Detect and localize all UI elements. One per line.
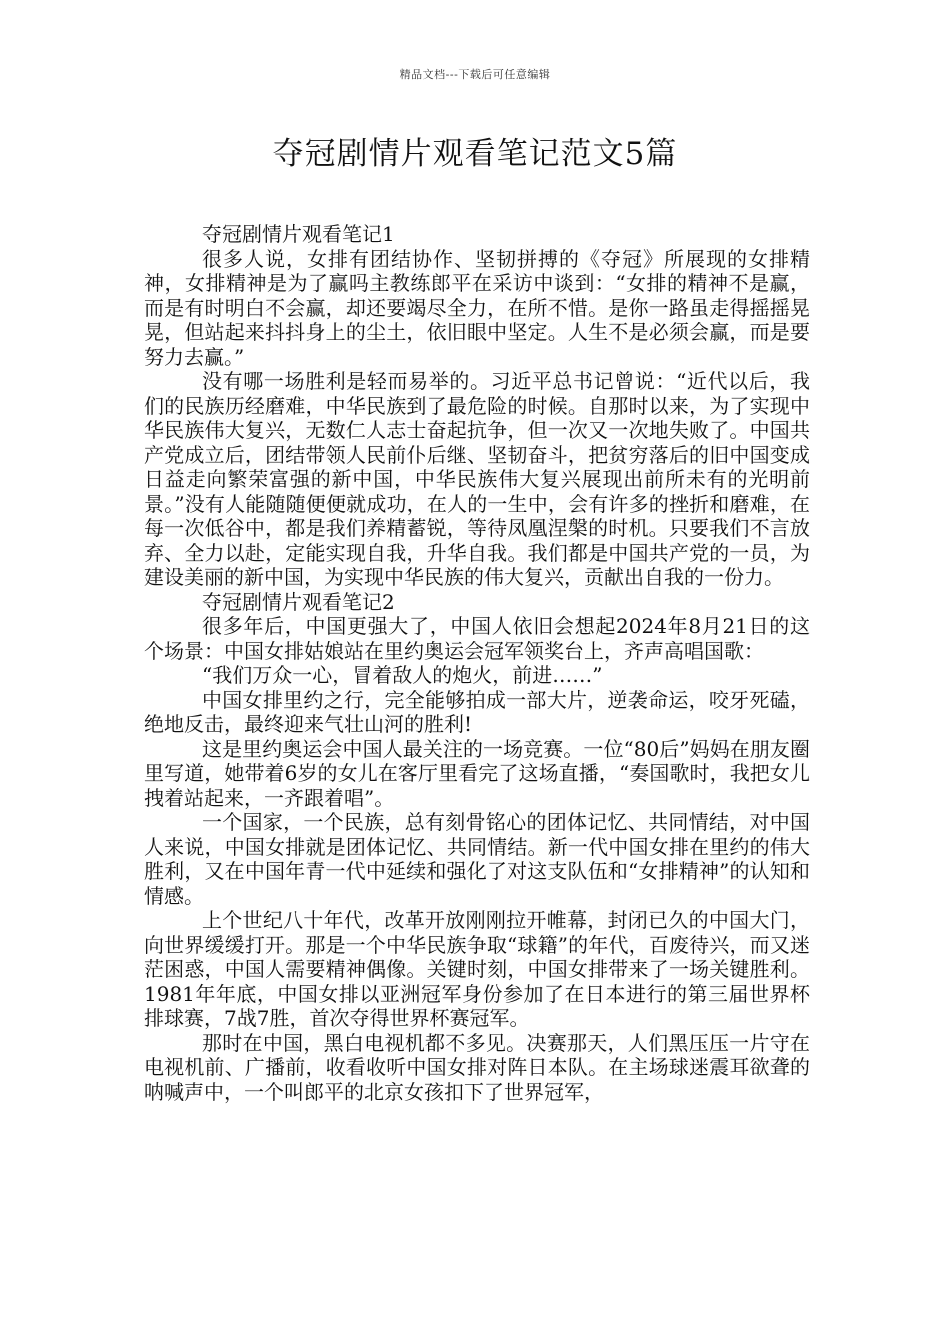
paragraph: 一个国家，一个民族，总有刻骨铭心的团体记忆、共同情结，对中国人来说，中国女排就是团体记忆、共同情结。新一代中国女排在里约的伟大胜利，又在中国年青一代中延续和强化了对这支队伍和“女排精神”的认知和情感。	[144, 810, 810, 908]
paragraph: 这是里约奥运会中国人最关注的一场竞赛。一位“80后”妈妈在朋友圈里写道，她带着6岁的女儿在客厅里看完了这场直播，“奏国歌时，我把女儿拽着站起来，一齐跟着唱”。	[144, 736, 810, 810]
document-title: 夺冠剧情片观看笔记范文5篇	[272, 136, 678, 172]
section-heading: 夺冠剧情片观看笔记2	[202, 589, 395, 614]
paragraph: 没有哪一场胜利是轻而易举的。习近平总书记曾说：“近代以后，我们的民族历经磨难，中华民族到了最危险的时候。自那时以来，为了实现中华民族伟大复兴，无数仁人志士奋起抗争，但一次又一次地失败了。中国共产党成立后，团结带领人民前仆后继、坚韧奋斗，把贫穷落后的旧中国变成日益走向繁荣富强的新中国，中华民族伟大复兴展现出前所未有的光明前景。”没有人能随随便便就成功，在人的一生中，会有许多的挫折和磨难，在每一次低谷中，都是我们养精蓄锐，等待凤凰涅槃的时机。只要我们不言放弃、全力以赴，定能实现自我，升华自我。我们都是中国共产党的一员，为建设美丽的新中国，为实现中华民族的伟大复兴，贡献出自我的一份力。	[144, 369, 810, 589]
document-body	[144, 222, 810, 1104]
section-heading: 夺冠剧情片观看笔记1	[202, 222, 395, 246]
paragraph: 很多人说，女排有团结协作、坚韧拼搏的《夺冠》所展现的女排精神，女排精神是为了赢吗主教练郎平在采访中谈到：“女排的精神不是赢，而是有时明白不会赢，却还要竭尽全力，在所不惜。是你一路虽走得摇摇晃晃，但站起来抖抖身上的尘土，依旧眼中坚定。人生不是必须会赢，而是要努力去赢。”	[144, 246, 810, 369]
paragraph: 上个世纪八十年代，改革开放刚刚拉开帷幕，封闭已久的中国大门，向世界缓缓打开。那是一个中华民族争取“球籍”的年代，百废待兴，而又迷茫困惑，中国人需要精神偶像。关键时刻，中国女排带来了一场关键胜利。1981年年底，中国女排以亚洲冠军身份参加了在日本进行的第三届世界杯排球赛，7战7胜，首次夺得世界杯赛冠军。	[144, 908, 810, 1030]
paragraph: 那时在中国，黑白电视机都不多见。决赛那天，人们黑压压一片守在电视机前、广播前，收看收听中国女排对阵日本队。在主场球迷震耳欲聋的呐喊声中，一个叫郎平的北京女孩扣下了世界冠军，	[144, 1030, 810, 1104]
page-header: 精品文档---下载后可任意编辑	[399, 68, 551, 81]
paragraph: 中国女排里约之行，完全能够拍成一部大片，逆袭命运，咬牙死磕，绝地反击，最终迎来气壮山河的胜利!	[144, 687, 810, 736]
paragraph-quote: “我们万众一心，冒着敌人的炮火，前进……”	[202, 663, 603, 687]
paragraph: 很多年后，中国更强大了，中国人依旧会想起2024年8月21日的这个场景：中国女排姑娘站在里约奥运会冠军领奖台上，齐声高唱国歌：	[144, 614, 810, 663]
